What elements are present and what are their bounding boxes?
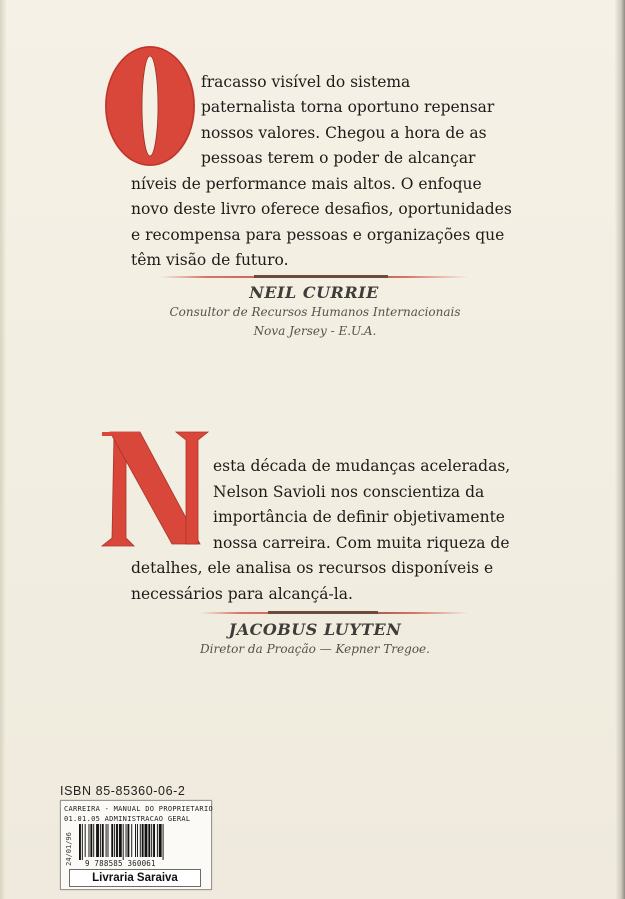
barcode-bar <box>127 824 129 857</box>
scan-edge-right <box>615 0 625 899</box>
barcode-bar <box>119 824 122 857</box>
quote2-line: detalhes, ele analisa os recursos disponíveis e <box>131 559 494 577</box>
barcode-bar <box>114 824 115 857</box>
barcode-bar <box>79 824 81 860</box>
dropcap-n-glyph <box>100 428 210 550</box>
isbn-number: ISBN 85-85360-06-2 <box>60 784 186 798</box>
quote2-line: necessários para alcançá-la. <box>131 585 353 603</box>
quote1-line: novo deste livro oferece desafios, oportunidades <box>131 200 512 218</box>
quote1-line: têm visão de futuro. <box>131 251 289 269</box>
barcode-bar <box>116 824 118 857</box>
barcode-bar <box>148 824 150 857</box>
barcode-bar <box>85 824 86 857</box>
barcode-bar <box>102 824 104 857</box>
quote1-line: níveis de performance mais altos. O enfoque <box>131 175 482 193</box>
quote1-line: fracasso visível do sistema <box>201 73 411 91</box>
barcode-bar <box>151 824 152 857</box>
barcode-bar <box>157 824 158 857</box>
barcode-bar <box>126 824 127 857</box>
barcode <box>77 824 195 860</box>
quote1-author: NEIL CURRIE <box>249 283 379 302</box>
barcode-bar <box>153 824 155 857</box>
dropcap-n <box>100 428 210 550</box>
quote2-line: nossa carreira. Com muita riqueza de <box>213 534 510 552</box>
quote2-line: esta década de mudanças aceleradas, <box>213 457 511 475</box>
quote1-line: pessoas terem o poder de alcançar <box>201 149 476 167</box>
store-name: Livraria Saraiva <box>69 869 201 887</box>
sticker-category: 01.01.05 ADMINISTRACAO GERAL <box>64 815 191 823</box>
quote1-divider-center <box>254 275 388 278</box>
barcode-bar <box>93 824 94 857</box>
quote2-line: Nelson Savioli nos conscientiza da <box>213 483 485 501</box>
barcode-bar <box>140 824 141 857</box>
barcode-bar <box>131 824 132 857</box>
barcode-bar <box>137 824 138 857</box>
barcode-digits: 9 788585 360061 <box>85 859 156 868</box>
dropcap-o-glyph <box>104 45 196 167</box>
quote1-line: paternalista torna oportuno repensar <box>201 98 495 116</box>
sticker-date: 24/01/96 <box>64 832 73 866</box>
quote2-divider-center <box>268 611 378 614</box>
quote2-credit: Diretor da Proação — Kepner Tregoe. <box>200 642 430 656</box>
sticker-title: CARREIRA - MANUAL DO PROPRIETARIO <box>64 805 213 813</box>
barcode-bar <box>106 824 107 857</box>
barcode-bar <box>145 824 148 857</box>
barcode-bar <box>111 824 113 857</box>
barcode-bar <box>135 824 136 857</box>
quote1-line: nossos valores. Chegou a hora de as <box>201 124 487 142</box>
barcode-bar <box>82 824 83 860</box>
barcode-bar <box>90 824 92 857</box>
barcode-bar <box>142 824 144 857</box>
quote1-line: e recompensa para pessoas e organizações que <box>131 226 505 244</box>
barcode-bar <box>96 824 99 857</box>
quote2-line: importância de definir objetivamente <box>213 508 505 526</box>
price-sticker <box>60 800 212 890</box>
dropcap-o <box>104 45 196 167</box>
barcode-bar <box>100 824 101 857</box>
scan-edge-left <box>0 0 6 899</box>
barcode-bar <box>89 824 90 857</box>
barcode-bar <box>159 824 162 857</box>
barcode-bar <box>108 824 109 857</box>
quote1-credit: Nova Jersey - E.U.A. <box>253 324 377 338</box>
barcode-bar <box>163 824 164 860</box>
quote2-author: JACOBUS LUYTEN <box>228 620 402 639</box>
barcode-bar <box>123 824 124 860</box>
quote1-credit: Consultor de Recursos Humanos Internacionais <box>169 305 461 319</box>
